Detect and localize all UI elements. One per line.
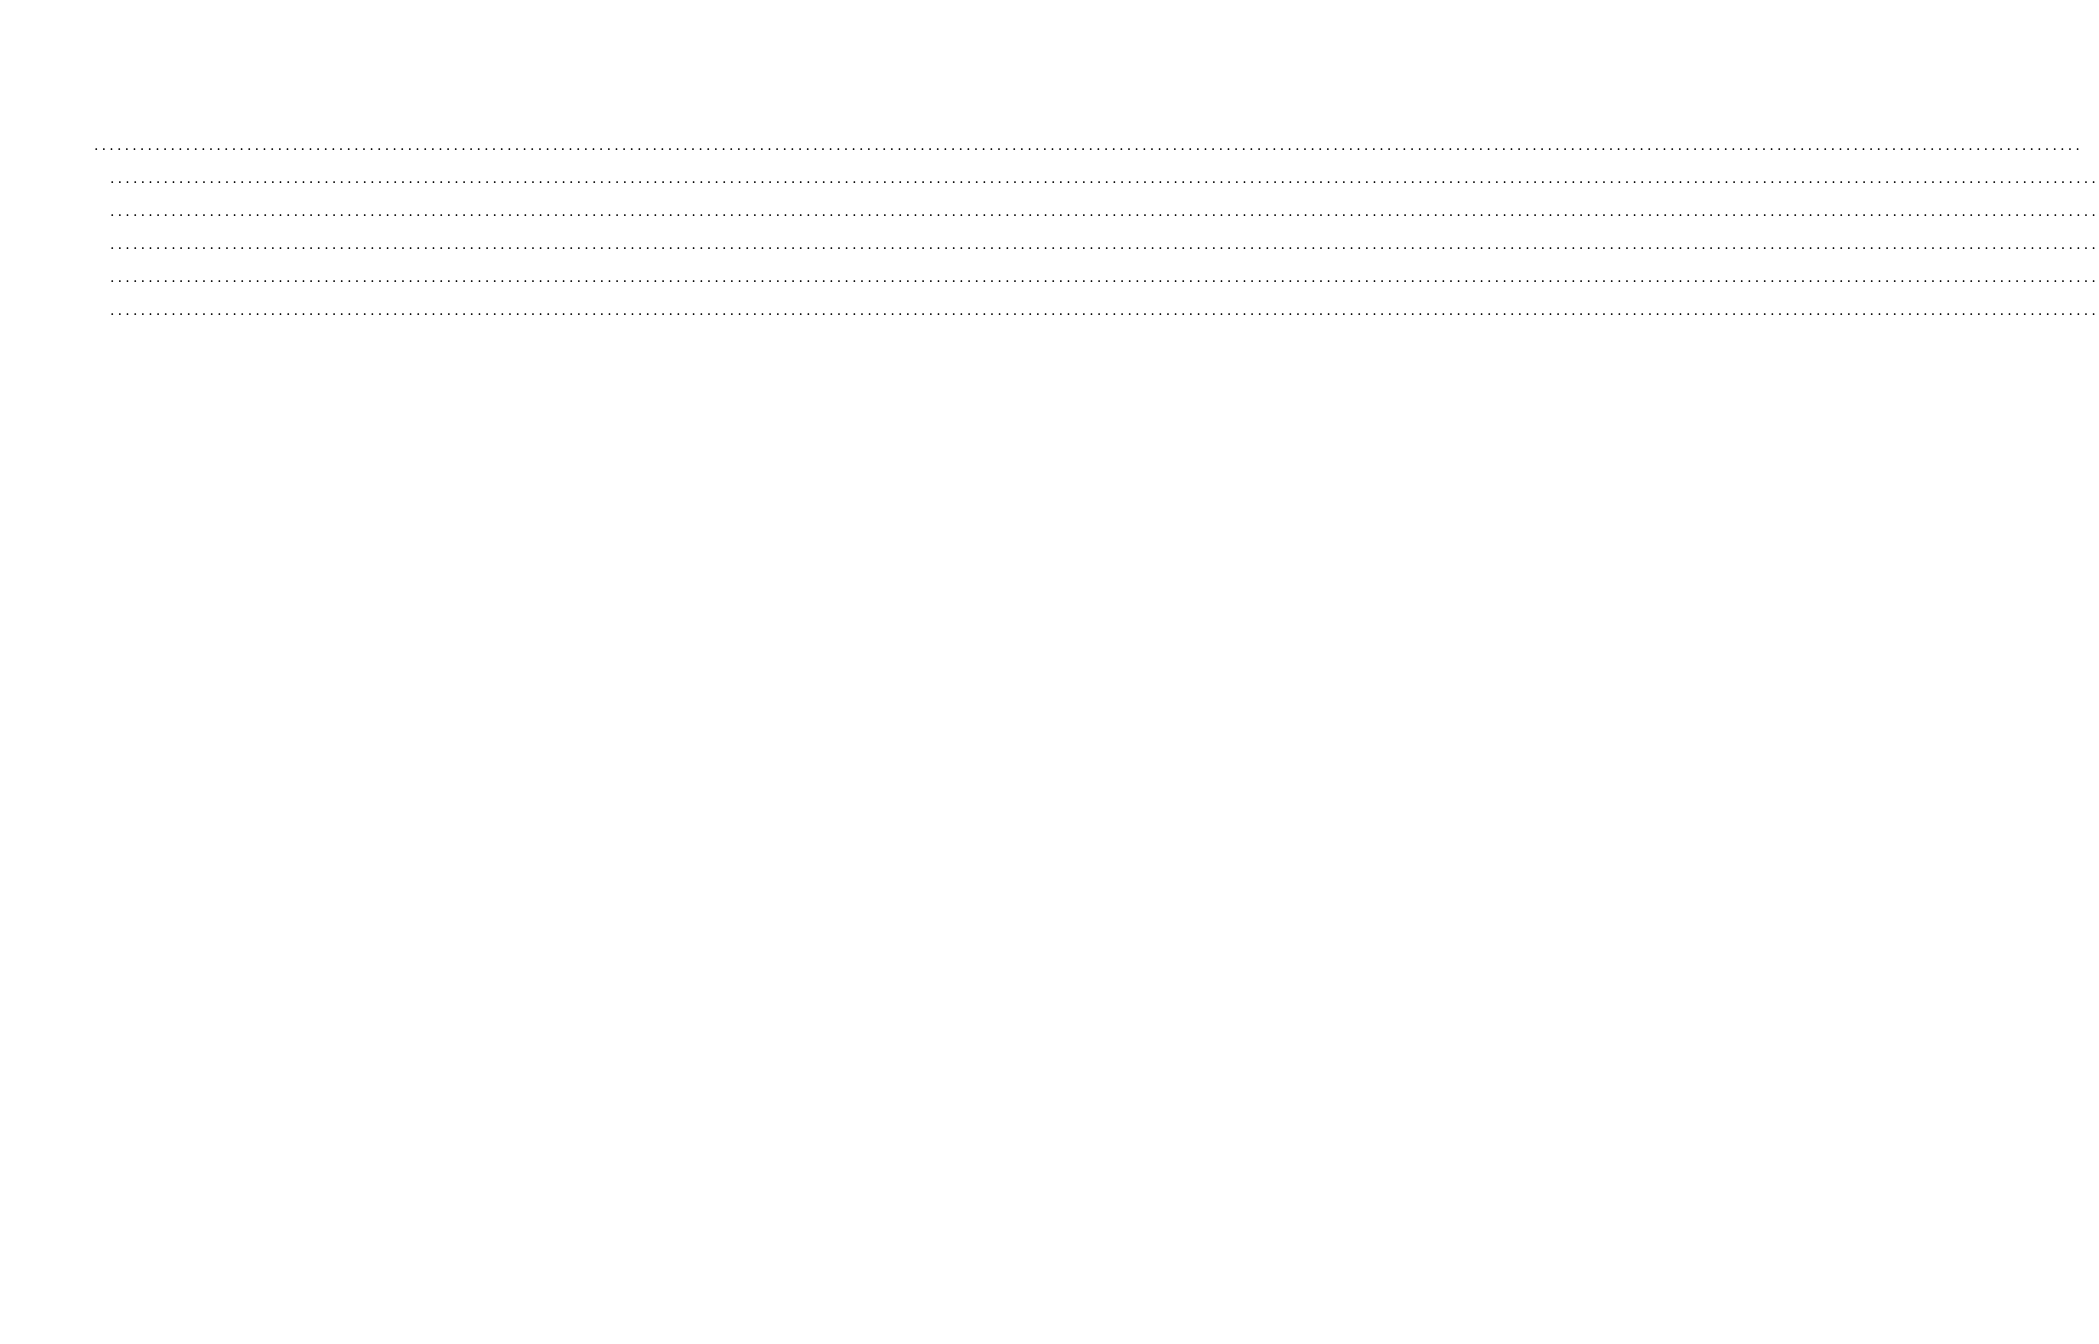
toc-entry[interactable] [0, 128, 2084, 161]
toc-entry[interactable] [0, 293, 2099, 326]
toc-dot-leader: .................................................................................................................................................................................................................................................................... [110, 236, 2099, 253]
toc-dot-leader: .................................................................................................................................................................................................................................................................... [94, 137, 2084, 154]
toc-dot-leader: .................................................................................................................................................................................................................................................................... [110, 269, 2099, 286]
toc-entry[interactable] [0, 194, 2099, 227]
table-of-contents [0, 128, 2099, 327]
toc-dot-leader: .................................................................................................................................................................................................................................................................... [110, 303, 2099, 320]
toc-entry[interactable] [0, 161, 2099, 194]
toc-entry[interactable] [0, 227, 2099, 260]
toc-entry[interactable] [0, 260, 2099, 293]
toc-dot-leader: .................................................................................................................................................................................................................................................................... [110, 203, 2099, 220]
toc-dot-leader: .................................................................................................................................................................................................................................................................... [110, 170, 2099, 187]
